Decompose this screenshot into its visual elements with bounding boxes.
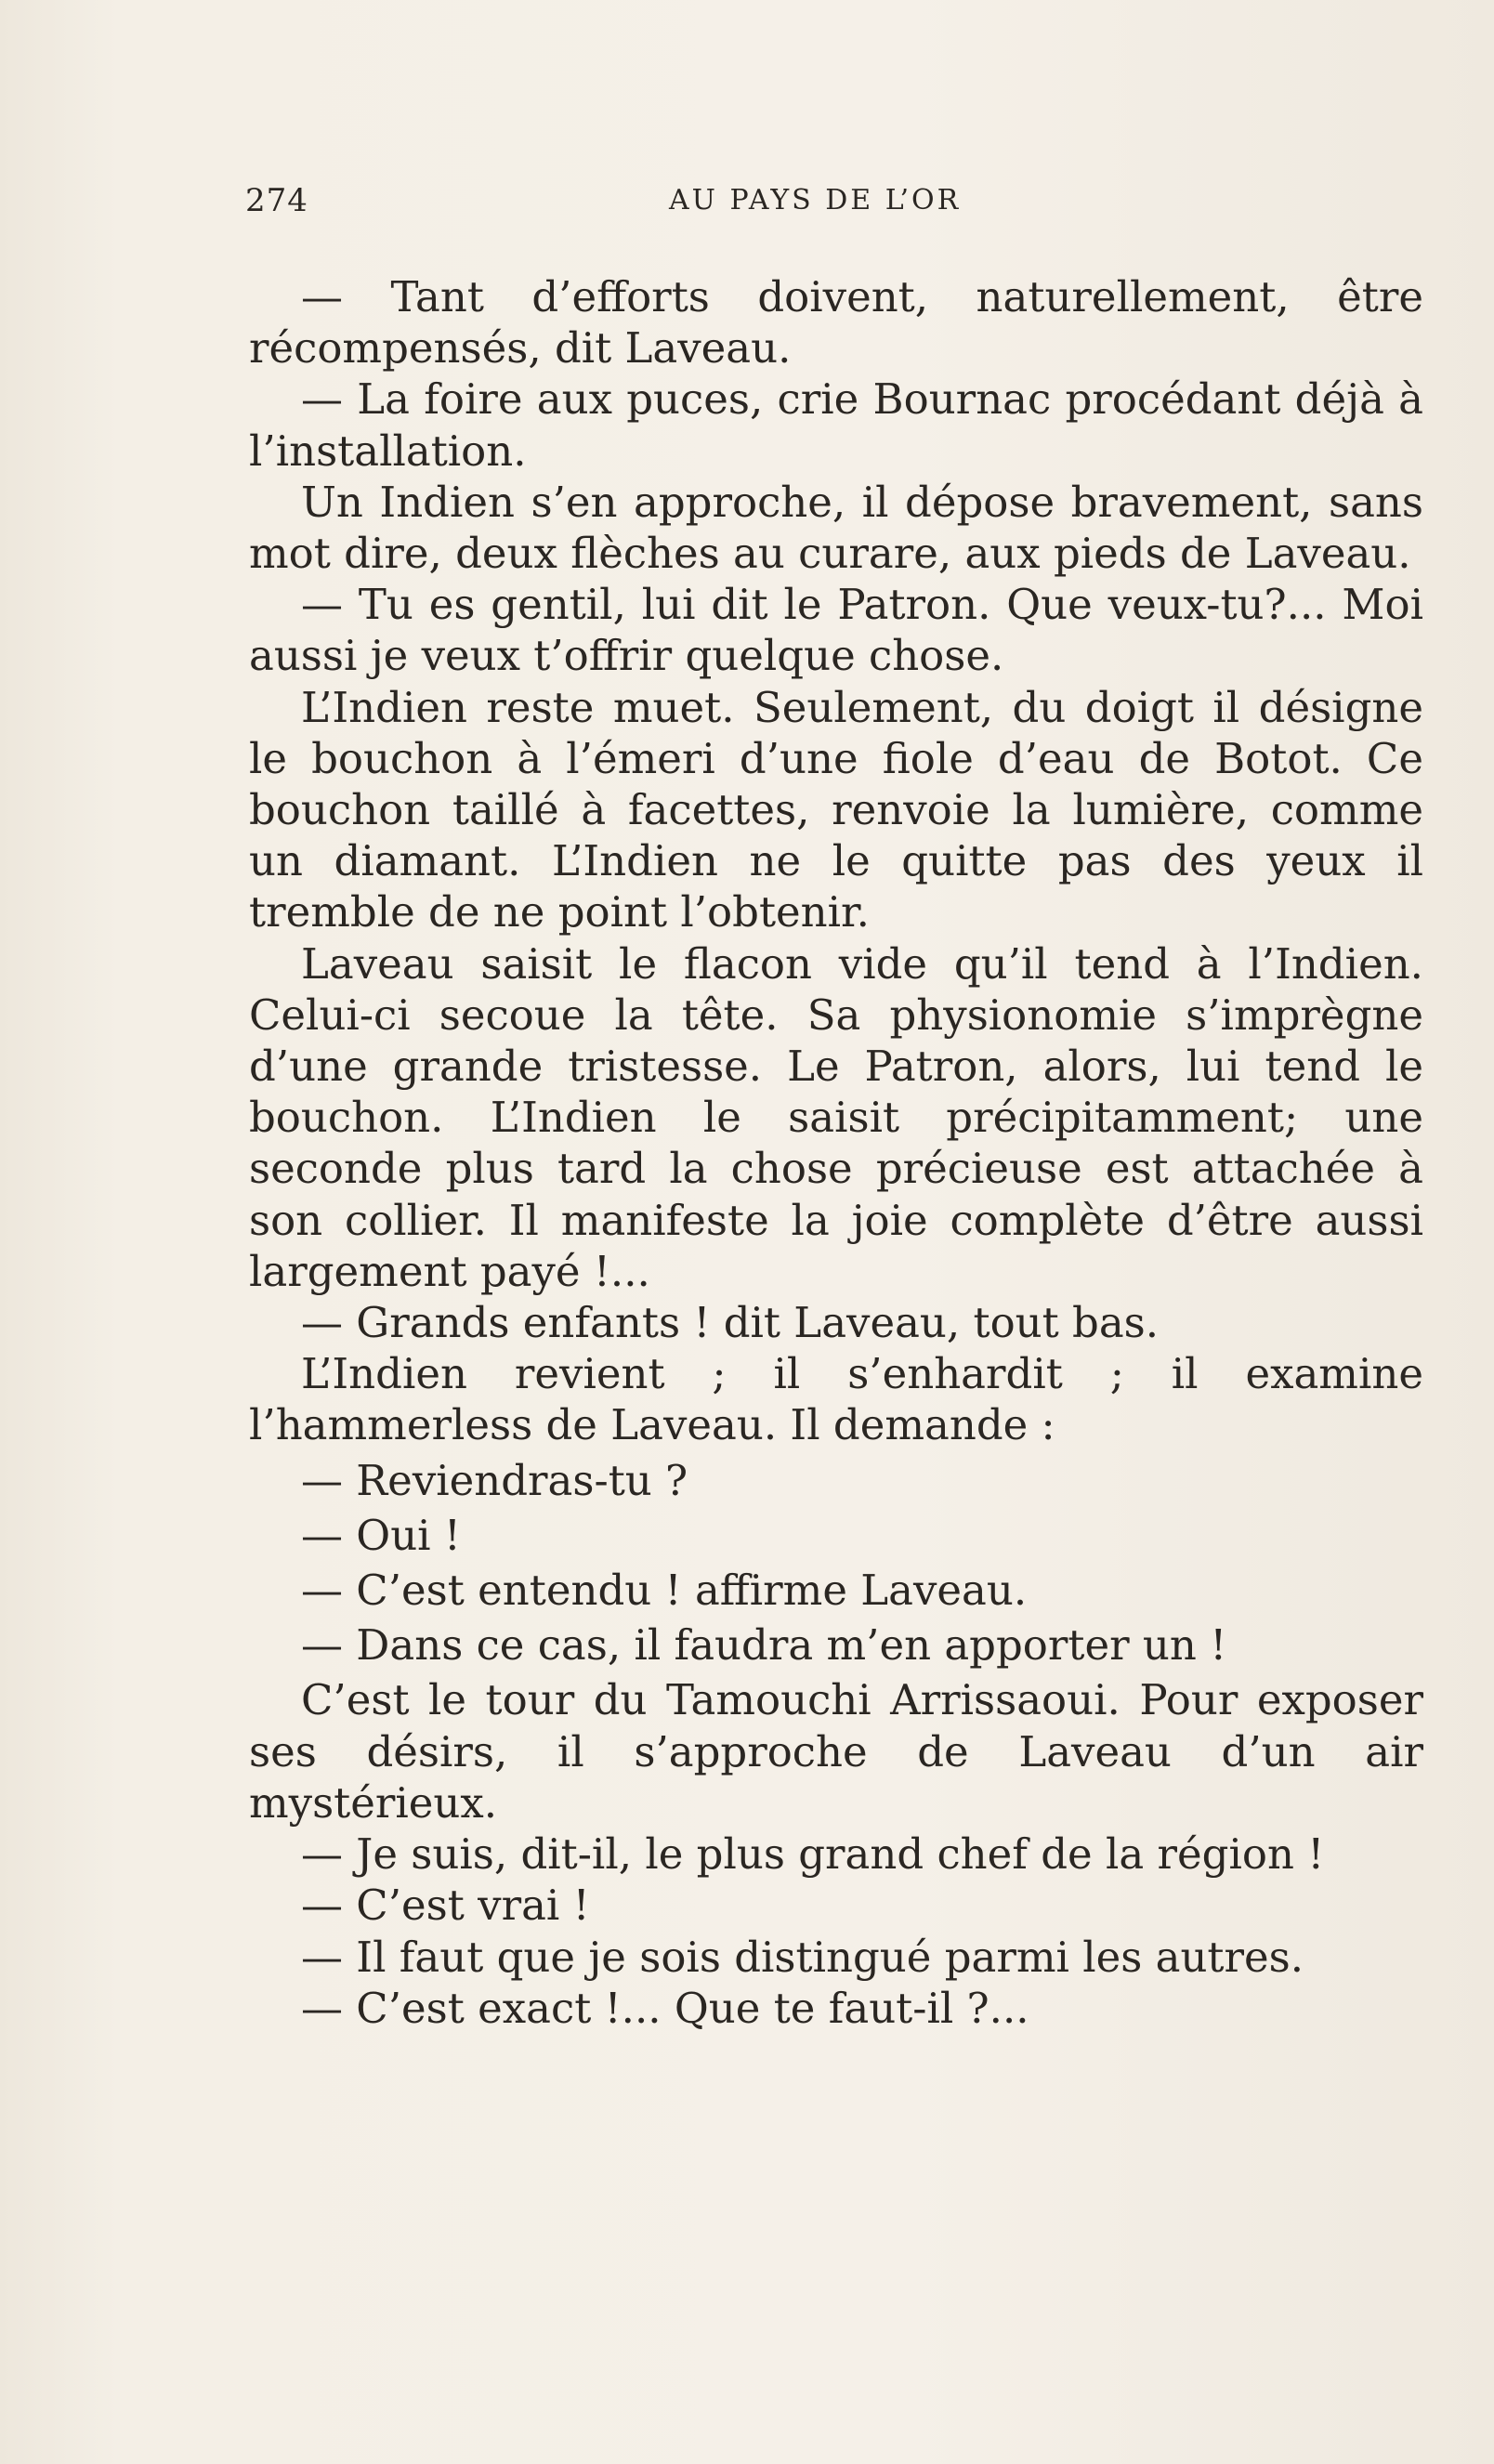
paragraph: — Tu es gentil, lui dit le Patron. Que veux-tu?... Moi aussi je veux t’offrir quelque chose.	[249, 580, 1423, 681]
paragraph: — C’est exact !... Que te faut-il ?...	[301, 1983, 1029, 2033]
paragraph: — La foire aux puces, crie Bournac procédant déjà à l’installation.	[249, 374, 1423, 476]
paragraph: L’Indien reste muet. Seulement, du doigt il désigne le bouchon à l’émeri d’une fiole d’eau de Botot. Ce bouchon taillé à facettes, renvoie la lumière, comme un diamant. L’Indien ne le quitte pas des yeux il tremble de ne point l’obtenir.	[249, 682, 1423, 937]
paragraph: — C’est vrai !	[301, 1881, 590, 1931]
paragraph: Un Indien s’en approche, il dépose bravement, sans mot dire, deux flèches au curare, aux pieds de Laveau.	[249, 477, 1423, 579]
paragraph: — Reviendras-tu ?	[301, 1455, 688, 1505]
paragraph: — Grands enfants ! dit Laveau, tout bas.	[301, 1298, 1160, 1348]
paragraph: — C’est entendu ! affirme Laveau.	[301, 1566, 1028, 1616]
paragraph: Laveau saisit le flacon vide qu’il tend à l’Indien. Celui-ci secoue la tête. Sa physionomie s’imprègne d’une grande tristesse. Le Patron, alors, lui tend le bouchon. L’Indien le saisit précipitamment; une seconde plus tard la chose précieuse est attachée à son collier. Il manifeste la joie complète d’être aussi largement payé !...	[249, 938, 1423, 1296]
body-text	[249, 271, 1423, 2034]
paragraph: — Tant d’efforts doivent, naturellement, être récompensés, dit Laveau.	[249, 272, 1423, 374]
running-title: AU PAYS DE L’OR	[669, 184, 962, 216]
paragraph: C’est le tour du Tamouchi Arrissaoui. Pour exposer ses désirs, il s’approche de Laveau d’un air mystérieux.	[249, 1675, 1423, 1828]
paragraph: — Je suis, dit-il, le plus grand chef de la région !	[301, 1829, 1325, 1880]
paragraph: — Il faut que je sois distingué parmi les autres.	[301, 1932, 1304, 1982]
paragraph: — Dans ce cas, il faudra m’en apporter un !	[301, 1620, 1227, 1671]
paragraph: L’Indien revient ; il s’enhardit ; il examine l’hammerless de Laveau. Il demande :	[249, 1349, 1423, 1450]
page-number: 274	[245, 182, 308, 219]
paragraph: — Oui !	[301, 1510, 461, 1560]
running-head	[245, 182, 1267, 223]
